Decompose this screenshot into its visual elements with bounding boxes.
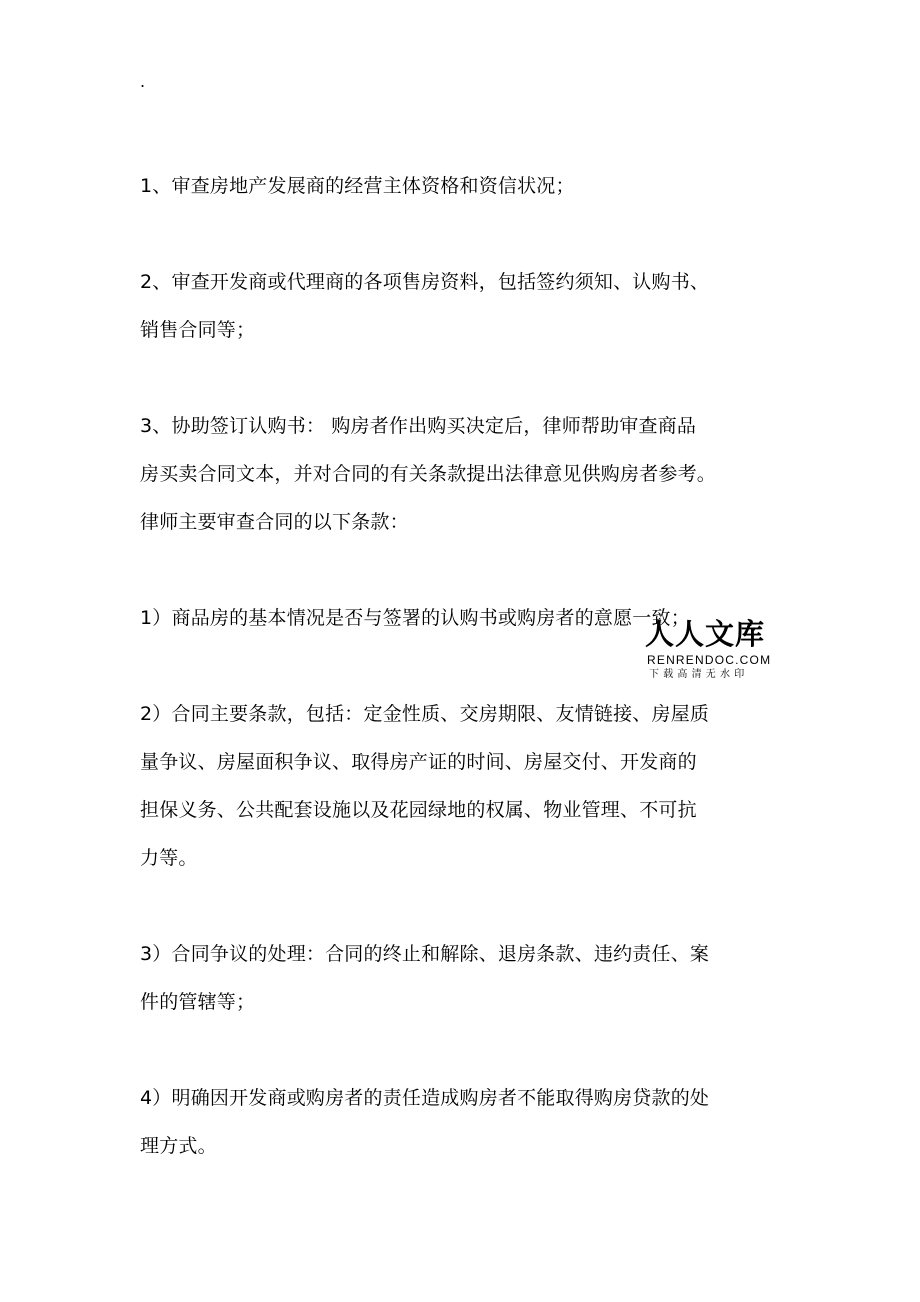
text-line: 2、审查开发商或代理商的各项售房资料，包括签约须知、认购书、 — [140, 271, 710, 293]
paragraph-2 — [140, 258, 790, 354]
watermark-domain: RENRENDOC.COM — [647, 653, 772, 667]
text-line: 房买卖合同文本，并对合同的有关条款提出法律意见供购房者参考。 — [140, 463, 717, 485]
text-line: 担保义务、公共配套设施以及花园绿地的权属、物业管理、不可抗 — [140, 799, 697, 821]
watermark-logo — [645, 617, 775, 685]
text-line: 力等。 — [140, 847, 198, 869]
text-line: 2）合同主要条款，包括：定金性质、交房期限、友情链接、房屋质 — [140, 703, 710, 725]
text-line: 3、协助签订认购书： 购房者作出购买决定后，律师帮助审查商品 — [140, 415, 697, 437]
paragraph-7 — [140, 1074, 790, 1170]
text-line: 1、审查房地产发展商的经营主体资格和资信状况； — [140, 175, 575, 197]
watermark-subtitle: 下载高清无水印 — [649, 669, 749, 680]
text-line: 律师主要审查合同的以下条款： — [140, 511, 409, 533]
text-line: 件的管辖等； — [140, 991, 256, 1013]
paragraph-5 — [140, 690, 790, 882]
text-line: 1）商品房的基本情况是否与签署的认购书或购房者的意愿一致； — [140, 607, 690, 629]
paragraph-3 — [140, 402, 790, 546]
text-line: 4）明确因开发商或购房者的责任造成购房者不能取得购房贷款的处 — [140, 1087, 710, 1109]
text-line: 销售合同等； — [140, 319, 256, 341]
leading-mark: . — [140, 72, 146, 91]
text-line: 3）合同争议的处理：合同的终止和解除、退房条款、违约责任、案 — [140, 943, 710, 965]
paragraph-6 — [140, 930, 790, 1026]
watermark-title: 人人文库 — [645, 617, 766, 651]
text-line: 量争议、房屋面积争议、取得房产证的时间、房屋交付、开发商的 — [140, 751, 697, 773]
paragraph-1 — [140, 162, 790, 210]
text-line: 理方式。 — [140, 1135, 217, 1157]
